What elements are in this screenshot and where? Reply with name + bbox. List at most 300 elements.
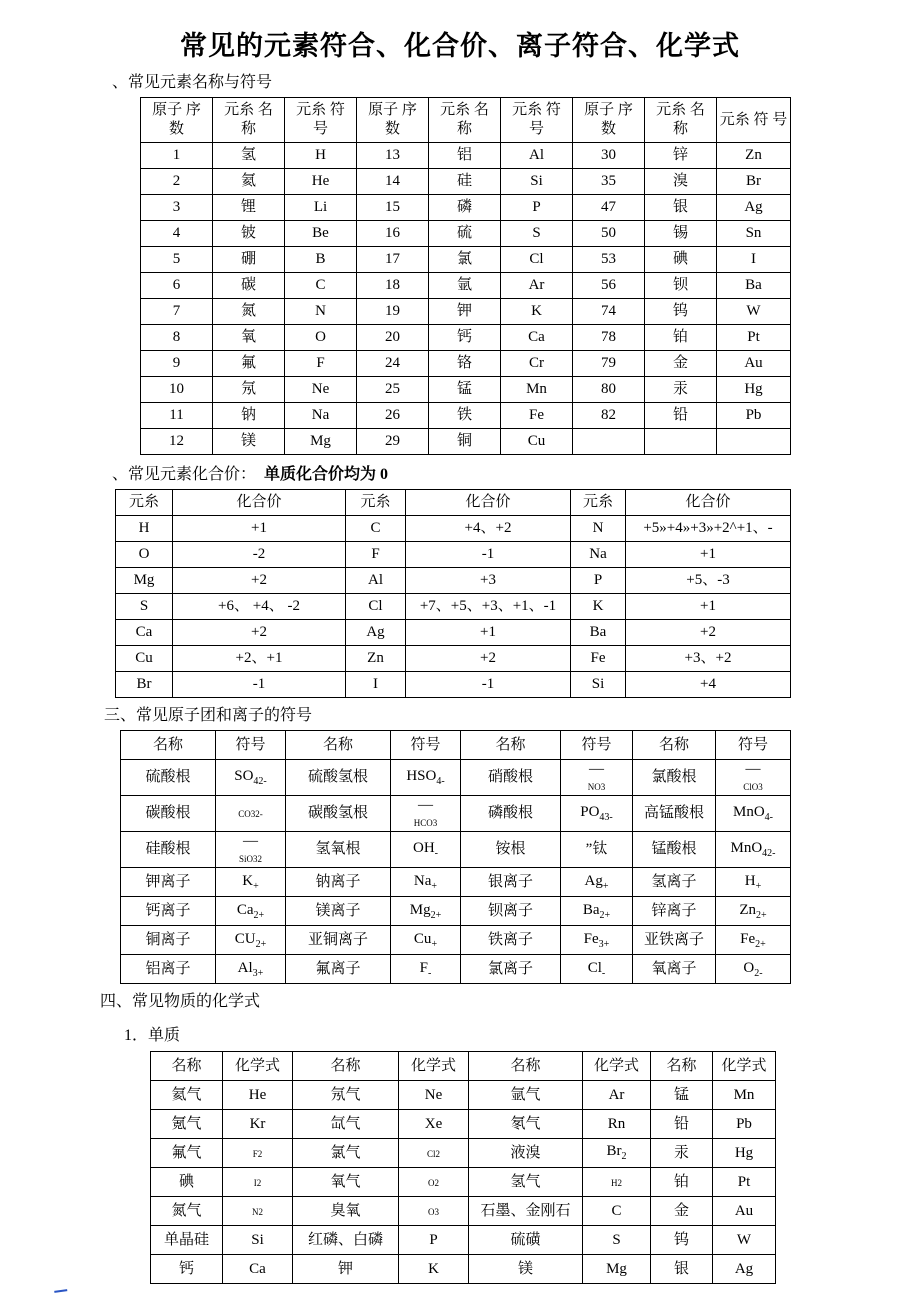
table-cell: +1: [406, 620, 571, 646]
table-cell: 镁离子: [286, 897, 391, 926]
table-cell: 硝酸根: [461, 760, 561, 796]
table-cell: I: [346, 672, 406, 698]
section-heading-valences: [112, 465, 920, 485]
table-cell: -2: [173, 542, 346, 568]
table-cell: 钙离子: [121, 897, 216, 926]
table-cell: +4、+2: [406, 516, 571, 542]
table-cell: 银离子: [461, 868, 561, 897]
column-header: 元糸 符 号: [285, 98, 357, 143]
table-cell: +3、+2: [626, 646, 791, 672]
table-cell: 9: [141, 351, 213, 377]
table-cell: 氦气: [151, 1081, 223, 1110]
table-cell: $CU_{2+}$: [216, 926, 286, 955]
table-cell: Ne: [285, 377, 357, 403]
table-cell: S: [501, 221, 573, 247]
table-cell: 铂: [651, 1168, 713, 1197]
table-cell: 16: [357, 221, 429, 247]
table-cell: Hg: [713, 1139, 776, 1168]
table-cell: W: [713, 1226, 776, 1255]
table-cell: O2: [399, 1168, 469, 1197]
table-row: [141, 221, 791, 247]
table-cell: MnO$_{42-}$: [716, 832, 791, 868]
table-cell: 钙: [429, 325, 501, 351]
formulas-table: [150, 1051, 776, 1284]
column-header: 名称: [151, 1052, 223, 1081]
table-cell: 氮: [213, 299, 285, 325]
table-row: [141, 299, 791, 325]
table-cell: $K_+$: [216, 868, 286, 897]
column-header: 化学式: [223, 1052, 293, 1081]
table-cell: Ca: [116, 620, 173, 646]
table-cell: 汞: [645, 377, 717, 403]
table-cell: Ca: [223, 1255, 293, 1284]
table-cell: +1: [626, 542, 791, 568]
table-cell: 金: [651, 1197, 713, 1226]
table-cell: 铁离子: [461, 926, 561, 955]
table-cell: Pb: [717, 403, 791, 429]
table-cell: F: [285, 351, 357, 377]
table-cell: 3: [141, 195, 213, 221]
table-cell: Br: [717, 169, 791, 195]
table-cell: 碘: [645, 247, 717, 273]
table-cell: Pt: [717, 325, 791, 351]
table-cell: $Ba_{2+}$: [561, 897, 633, 926]
table-cell: 12: [141, 429, 213, 455]
table-row: [141, 195, 791, 221]
table-cell: 钾: [429, 299, 501, 325]
table-cell: Be: [285, 221, 357, 247]
table-cell: Na: [571, 542, 626, 568]
table-cell: 17: [357, 247, 429, 273]
table-cell: 25: [357, 377, 429, 403]
table-cell: Cu: [116, 646, 173, 672]
table-cell: $OH_-$: [391, 832, 461, 868]
table-cell: 氖: [213, 377, 285, 403]
table-cell: Cl: [501, 247, 573, 273]
table-cell: 钾离子: [121, 868, 216, 897]
table-cell: Cu: [501, 429, 573, 455]
table-row: [141, 143, 791, 169]
table-cell: 氯离子: [461, 955, 561, 984]
table-cell: K: [501, 299, 573, 325]
table-cell: +2: [173, 620, 346, 646]
table-cell: 氢氧根: [286, 832, 391, 868]
table-cell: 石墨、金刚石: [469, 1197, 583, 1226]
table-cell: $O_{2-}$: [716, 955, 791, 984]
table-cell: 8: [141, 325, 213, 351]
column-header: 原子 序 数: [141, 98, 213, 143]
table-cell: $Ag_+$: [561, 868, 633, 897]
table-cell: +2、+1: [173, 646, 346, 672]
table-cell: H: [285, 143, 357, 169]
table-row: [116, 620, 791, 646]
table-cell: 碳酸氢根: [286, 796, 391, 832]
table-cell: 氧: [213, 325, 285, 351]
column-header: 化学式: [713, 1052, 776, 1081]
table-cell: +6、 +4、 -2: [173, 594, 346, 620]
column-header: 元糸 名 称: [213, 98, 285, 143]
table-cell: Zn: [346, 646, 406, 672]
table-cell: +2: [626, 620, 791, 646]
table-cell: O: [116, 542, 173, 568]
table-cell: MnO$_{4-}$: [716, 796, 791, 832]
table-cell: 氖气: [293, 1081, 399, 1110]
table-cell: 铅: [651, 1110, 713, 1139]
table-cell: Ba: [571, 620, 626, 646]
column-header: 原子 序 数: [573, 98, 645, 143]
table-cell: 13: [357, 143, 429, 169]
table-cell: 11: [141, 403, 213, 429]
table-cell: 6: [141, 273, 213, 299]
table-cell: 74: [573, 299, 645, 325]
table-cell: 锰: [651, 1081, 713, 1110]
table-cell: 26: [357, 403, 429, 429]
table-cell: 钡: [645, 273, 717, 299]
table-cell: H: [116, 516, 173, 542]
table-cell: $H_+$: [716, 868, 791, 897]
table-row: [116, 594, 791, 620]
table-cell: 氩气: [469, 1081, 583, 1110]
table-cell: 氧离子: [633, 955, 716, 984]
table-cell: S: [116, 594, 173, 620]
column-header: 原子 序 数: [357, 98, 429, 143]
table-cell: F: [346, 542, 406, 568]
table-cell: Ne: [399, 1081, 469, 1110]
table-row: [141, 325, 791, 351]
table-cell: 56: [573, 273, 645, 299]
table-cell: 7: [141, 299, 213, 325]
table-cell: -1: [406, 542, 571, 568]
table-cell: 氡气: [469, 1110, 583, 1139]
table-cell: N2: [223, 1197, 293, 1226]
table-cell: Pt: [713, 1168, 776, 1197]
table-cell: 氪气: [151, 1110, 223, 1139]
column-header: 化学式: [399, 1052, 469, 1081]
table-cell: 锌离子: [633, 897, 716, 926]
table-cell: 锡: [645, 221, 717, 247]
column-header: 符号: [716, 731, 791, 760]
table-cell: He: [223, 1081, 293, 1110]
table-cell: Pb: [713, 1110, 776, 1139]
table-cell: 氧气: [293, 1168, 399, 1197]
table-cell: 铂: [645, 325, 717, 351]
table-row: [141, 377, 791, 403]
column-header: 符号: [216, 731, 286, 760]
table-cell: Hg: [717, 377, 791, 403]
table-cell: Mg: [116, 568, 173, 594]
table-row: [151, 1255, 776, 1284]
table-row: [151, 1226, 776, 1255]
document-title: 常见的元素符合、化合价、离子符合、化学式: [180, 31, 740, 61]
table-cell: 铅: [645, 403, 717, 429]
table-cell: Si: [501, 169, 573, 195]
column-header: 名称: [469, 1052, 583, 1081]
table-cell: 82: [573, 403, 645, 429]
table-cell: $Na_+$: [391, 868, 461, 897]
table-cell: P: [399, 1226, 469, 1255]
table-cell: $Mg_{2+}$: [391, 897, 461, 926]
table-cell: C: [346, 516, 406, 542]
table-cell: — ClO3: [716, 760, 791, 796]
table-cell: -1: [406, 672, 571, 698]
table-cell: 80: [573, 377, 645, 403]
table-cell: $Fe_{3+}$: [561, 926, 633, 955]
table-cell: 钡离子: [461, 897, 561, 926]
table-cell: C: [285, 273, 357, 299]
column-header: 化合价: [406, 490, 571, 516]
section-heading-ions: 三、常见原子团和离子的符号: [104, 707, 313, 724]
table-cell: 硫: [429, 221, 501, 247]
section-heading-elements-text: 、常见元素名称与符号: [112, 74, 273, 91]
table-row: [141, 247, 791, 273]
ions-table: [120, 730, 791, 984]
table-cell: 铵根: [461, 832, 561, 868]
table-cell: Au: [717, 351, 791, 377]
table-cell: $PO_{43-}$: [561, 796, 633, 832]
table-cell: Rn: [583, 1110, 651, 1139]
table-cell: $Ca_{2+}$: [216, 897, 286, 926]
table-cell: 硫磺: [469, 1226, 583, 1255]
table-cell: 钠离子: [286, 868, 391, 897]
table-cell: 镁: [469, 1255, 583, 1284]
table-cell: 1: [141, 143, 213, 169]
table-cell: 氙气: [293, 1110, 399, 1139]
table-cell: 溴: [645, 169, 717, 195]
table-cell: +2: [173, 568, 346, 594]
table-cell: Cl: [346, 594, 406, 620]
column-header: 名称: [293, 1052, 399, 1081]
column-header: 元糸 名 称: [645, 98, 717, 143]
section-heading-valences-text: 、常见元素化合价：: [112, 466, 257, 483]
table-row: [116, 516, 791, 542]
table-cell: Mg: [583, 1255, 651, 1284]
table-cell: I2: [223, 1168, 293, 1197]
table-cell: N: [285, 299, 357, 325]
table-cell: Al: [501, 143, 573, 169]
subsection-heading-elemental-substances: 1．单质: [124, 1027, 181, 1044]
column-header: 名称: [461, 731, 561, 760]
table-cell: $SO_{42-}$: [216, 760, 286, 796]
table-cell: 硅酸根: [121, 832, 216, 868]
table-cell: +5、-3: [626, 568, 791, 594]
table-cell: P: [501, 195, 573, 221]
table-cell: 氢气: [469, 1168, 583, 1197]
table-row: [151, 1197, 776, 1226]
table-cell: 锌: [645, 143, 717, 169]
table-row: [121, 897, 791, 926]
table-cell: $Cu_+$: [391, 926, 461, 955]
scan-mark: [54, 1285, 68, 1293]
column-header: 元糸: [346, 490, 406, 516]
table-row: [121, 868, 791, 897]
table-cell: 20: [357, 325, 429, 351]
table-cell: 银: [651, 1255, 713, 1284]
table-cell: 高锰酸根: [633, 796, 716, 832]
table-cell: 47: [573, 195, 645, 221]
table-cell: 29: [357, 429, 429, 455]
table-cell: Xe: [399, 1110, 469, 1139]
table-cell: 10: [141, 377, 213, 403]
table-row: [121, 796, 791, 832]
table-cell: +7、+5、+3、+1、-1: [406, 594, 571, 620]
table-cell: 铝离子: [121, 955, 216, 984]
table-row: [141, 351, 791, 377]
table-cell: $Zn_{2+}$: [716, 897, 791, 926]
table-cell: K: [571, 594, 626, 620]
table-header-row: [116, 490, 791, 516]
table-cell: $Br_2$: [583, 1139, 651, 1168]
table-cell: 铜离子: [121, 926, 216, 955]
table-cell: 2: [141, 169, 213, 195]
table-cell: Li: [285, 195, 357, 221]
table-cell: 53: [573, 247, 645, 273]
table-cell: 锰: [429, 377, 501, 403]
table-cell: 氟离子: [286, 955, 391, 984]
table-cell: 磷酸根: [461, 796, 561, 832]
table-cell: Ar: [501, 273, 573, 299]
table-row: [141, 273, 791, 299]
table-cell: 5: [141, 247, 213, 273]
column-header: 化合价: [626, 490, 791, 516]
table-cell: +1: [626, 594, 791, 620]
table-cell: 24: [357, 351, 429, 377]
table-cell: 硫酸氢根: [286, 760, 391, 796]
table-cell: 锂: [213, 195, 285, 221]
table-cell: [645, 429, 717, 455]
section-heading-elements: [112, 73, 920, 93]
table-cell: 硫酸根: [121, 760, 216, 796]
table-row: [151, 1110, 776, 1139]
table-cell: 氯酸根: [633, 760, 716, 796]
table-cell: K: [399, 1255, 469, 1284]
table-row: [116, 672, 791, 698]
table-cell: Ar: [583, 1081, 651, 1110]
table-cell: $F_-$: [391, 955, 461, 984]
table-cell: Br: [116, 672, 173, 698]
elements-table: [140, 97, 791, 455]
table-cell: 铬: [429, 351, 501, 377]
table-cell: Cr: [501, 351, 573, 377]
table-cell: W: [717, 299, 791, 325]
table-cell: 氯: [429, 247, 501, 273]
table-cell: Zn: [717, 143, 791, 169]
table-cell: 氟: [213, 351, 285, 377]
table-cell: 锰酸根: [633, 832, 716, 868]
table-row: [121, 832, 791, 868]
column-header: 名称: [121, 731, 216, 760]
table-cell: 液溴: [469, 1139, 583, 1168]
table-cell: -1: [173, 672, 346, 698]
table-cell: 78: [573, 325, 645, 351]
table-cell: Al: [346, 568, 406, 594]
table-header-row: [151, 1052, 776, 1081]
table-cell: $Al_{3+}$: [216, 955, 286, 984]
table-cell: 硼: [213, 247, 285, 273]
table-cell: Fe: [501, 403, 573, 429]
table-cell: Ag: [713, 1255, 776, 1284]
table-row: [151, 1139, 776, 1168]
table-cell: 碘: [151, 1168, 223, 1197]
table-cell: 汞: [651, 1139, 713, 1168]
table-row: [151, 1081, 776, 1110]
table-cell: O: [285, 325, 357, 351]
table-cell: 19: [357, 299, 429, 325]
table-cell: +3: [406, 568, 571, 594]
table-cell: 硅: [429, 169, 501, 195]
table-row: [121, 926, 791, 955]
table-cell: — SiO32: [216, 832, 286, 868]
table-cell: Au: [713, 1197, 776, 1226]
table-cell: 金: [645, 351, 717, 377]
table-header-row: [121, 731, 791, 760]
table-cell: +5»+4»+3»+2^+1、-: [626, 516, 791, 542]
table-cell: 亚铁离子: [633, 926, 716, 955]
table-cell: [717, 429, 791, 455]
table-cell: 铜: [429, 429, 501, 455]
table-cell: B: [285, 247, 357, 273]
table-cell: Mg: [285, 429, 357, 455]
table-cell: 铝: [429, 143, 501, 169]
table-cell: 18: [357, 273, 429, 299]
table-cell: 亚铜离子: [286, 926, 391, 955]
valences-table: [115, 489, 791, 698]
table-cell: [573, 429, 645, 455]
table-cell: 氩: [429, 273, 501, 299]
table-cell: 磷: [429, 195, 501, 221]
column-header: 元糸: [116, 490, 173, 516]
table-cell: P: [571, 568, 626, 594]
table-cell: 14: [357, 169, 429, 195]
table-cell: O3: [399, 1197, 469, 1226]
table-cell: 铁: [429, 403, 501, 429]
table-cell: 79: [573, 351, 645, 377]
table-cell: 臭氧: [293, 1197, 399, 1226]
column-header: 名称: [286, 731, 391, 760]
table-row: [121, 955, 791, 984]
table-cell: 氟气: [151, 1139, 223, 1168]
table-cell: 碳: [213, 273, 285, 299]
table-cell: Ca: [501, 325, 573, 351]
table-cell: 氢离子: [633, 868, 716, 897]
table-row: [141, 429, 791, 455]
table-row: [141, 403, 791, 429]
table-cell: 铍: [213, 221, 285, 247]
table-cell: Mn: [501, 377, 573, 403]
section-heading-formulas: 四、常见物质的化学式: [100, 993, 261, 1010]
table-cell: 氯气: [293, 1139, 399, 1168]
table-cell: 4: [141, 221, 213, 247]
table-cell: H2: [583, 1168, 651, 1197]
table-cell: N: [571, 516, 626, 542]
table-cell: Ag: [717, 195, 791, 221]
table-cell: 30: [573, 143, 645, 169]
column-header: 化合价: [173, 490, 346, 516]
column-header: 元糸 符 号: [717, 98, 791, 143]
column-header: 名称: [651, 1052, 713, 1081]
table-cell: 银: [645, 195, 717, 221]
table-cell: 钙: [151, 1255, 223, 1284]
table-row: [151, 1168, 776, 1197]
table-cell: 50: [573, 221, 645, 247]
table-cell: F2: [223, 1139, 293, 1168]
table-cell: 钨: [645, 299, 717, 325]
table-cell: 氮气: [151, 1197, 223, 1226]
table-cell: Ag: [346, 620, 406, 646]
table-cell: He: [285, 169, 357, 195]
table-cell: 钨: [651, 1226, 713, 1255]
table-cell: — HCO3: [391, 796, 461, 832]
table-cell: CO32-: [216, 796, 286, 832]
